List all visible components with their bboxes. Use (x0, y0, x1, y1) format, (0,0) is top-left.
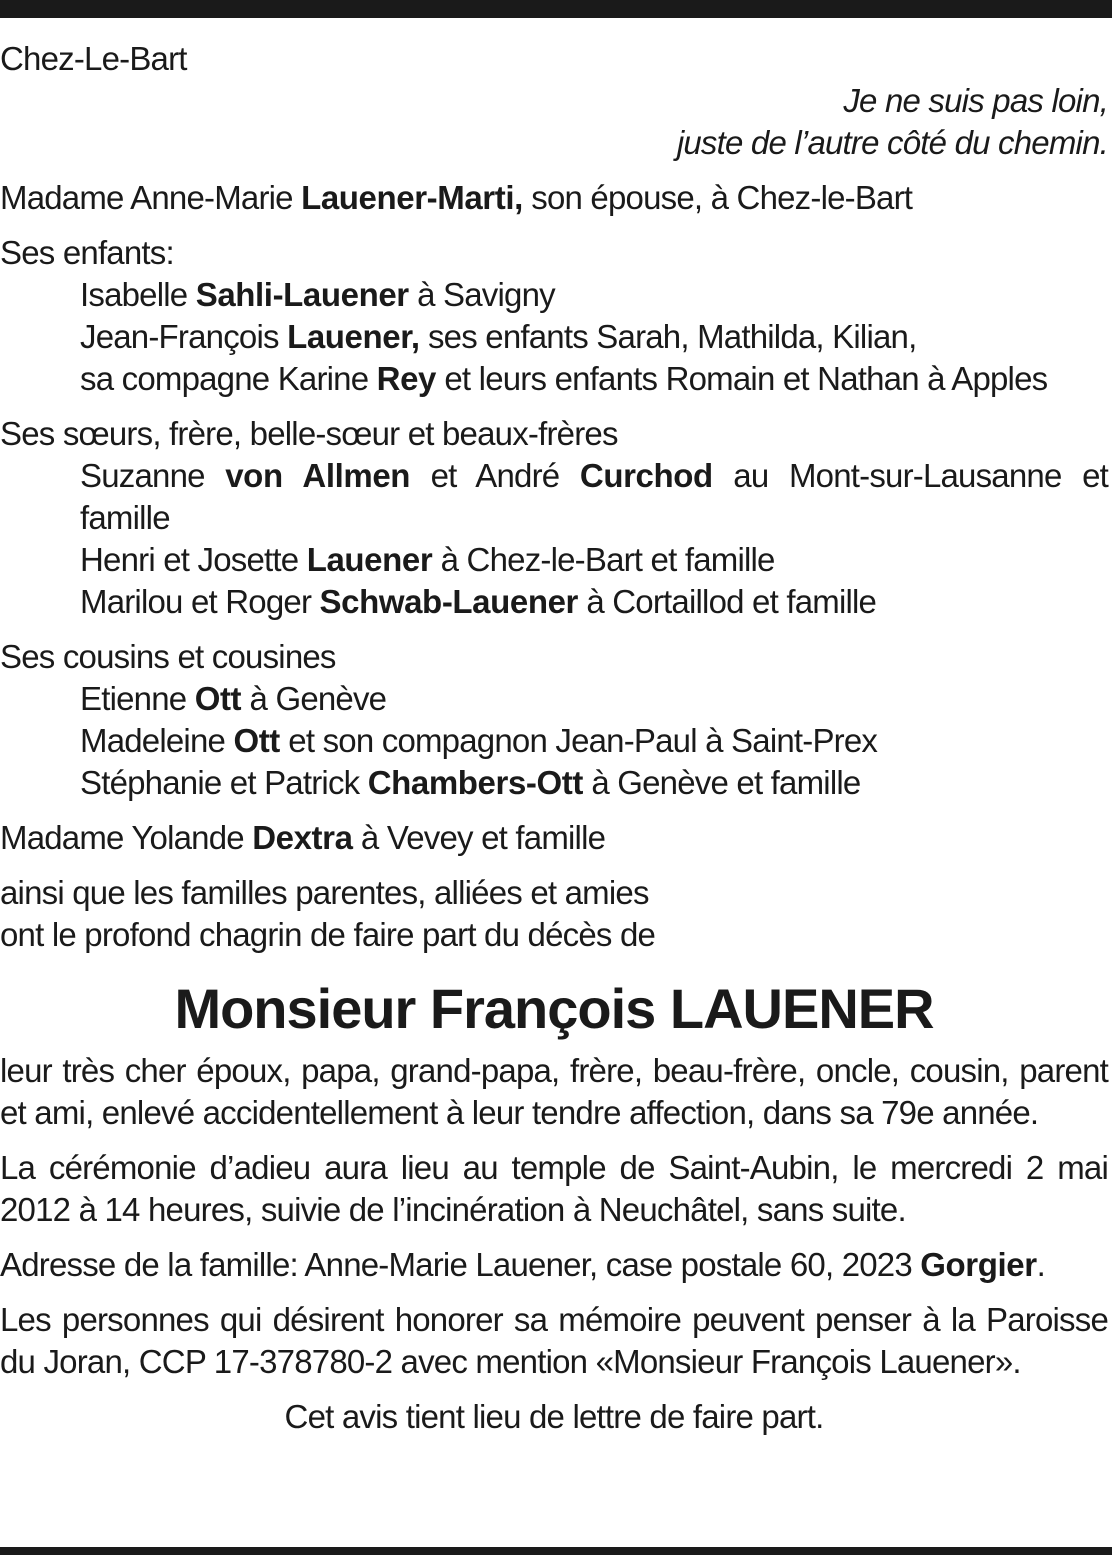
list-item (80, 539, 1108, 581)
bottom-rule (0, 1547, 1112, 1555)
siblings-heading: Ses sœurs, frère, belle-sœur et beaux-frères (0, 415, 618, 452)
epigraph (0, 80, 1108, 164)
item-text: à Genève et famille (582, 764, 861, 801)
spouse-text: son épouse, à Chez-le-Bart (522, 179, 913, 216)
deceased-name: Monsieur François LAUENER (174, 977, 934, 1040)
list-item (80, 455, 1108, 539)
item-text: Isabelle (80, 276, 196, 313)
spouse-text: Madame Anne-Marie (0, 179, 302, 216)
item-surname: Schwab-Lauener (319, 583, 578, 620)
item-text: ses enfants Sarah, Mathilda, Kilian, (419, 318, 917, 355)
address-text: Adresse de la famille: Anne-Marie Lauener, case postale 60, 2023 (0, 1246, 921, 1283)
family-address (0, 1244, 1108, 1286)
cousins-list (0, 678, 1108, 804)
list-item (80, 762, 1108, 804)
deceased-description: leur très cher époux, papa, grand-papa, frère, beau-frère, oncle, cousin, parent et ami, enlevé accidentellement à leur tendre affection, dans sa 79e année. (0, 1052, 1108, 1131)
top-rule (0, 0, 1112, 18)
address-town: Gorgier (920, 1246, 1037, 1283)
children-list (0, 274, 1108, 400)
item-text: et leurs enfants Romain et Nathan à Apples (436, 360, 1048, 397)
item-text: à Cortaillod et famille (577, 583, 877, 620)
children-heading: Ses enfants: (0, 234, 174, 271)
item-text: à Vevey et famille (352, 819, 606, 856)
item-text: et son compagnon Jean-Paul à Saint-Prex (279, 722, 878, 759)
item-text: à Chez-le-Bart et famille (432, 541, 775, 578)
item-surname: Ott (194, 680, 242, 717)
place-line: Chez-Le-Bart (0, 40, 187, 77)
spouse-surname: Lauener-Marti, (301, 179, 523, 216)
list-item (80, 720, 1108, 762)
list-item (80, 581, 1108, 623)
item-surname: Ott (233, 722, 280, 759)
announcement-line: ont le profond chagrin de faire part du décès de (0, 916, 656, 953)
item-surname: von Allmen (225, 457, 411, 494)
item-text: à Genève (241, 680, 387, 717)
item-text: au Mont-sur-Lausanne et famille (80, 457, 1108, 536)
item-surname: Curchod (579, 457, 713, 494)
item-text: Madame Yolande (0, 819, 253, 856)
item-surname: Dextra (252, 819, 353, 856)
item-surname: Lauener, (287, 318, 420, 355)
item-surname: Chambers-Ott (367, 764, 583, 801)
item-text: Jean-François (80, 318, 288, 355)
item-text: Stéphanie et Patrick (80, 764, 368, 801)
cousins-heading: Ses cousins et cousines (0, 638, 336, 675)
list-item (80, 316, 1108, 358)
announcement (0, 872, 1108, 956)
item-text: Henri et Josette (80, 541, 307, 578)
list-item (80, 678, 1108, 720)
epigraph-line: Je ne suis pas loin, (843, 82, 1108, 119)
item-surname: Lauener (306, 541, 433, 578)
siblings-list (0, 455, 1108, 623)
item-surname: Rey (376, 360, 437, 397)
item-text: à Savigny (408, 276, 555, 313)
closing-line: Cet avis tient lieu de lettre de faire part. (284, 1398, 824, 1435)
memorial-paragraph: Les personnes qui désirent honorer sa mémoire peuvent penser à la Paroisse du Joran, CCP 17-378780-2 avec mention «Monsieur François Lauener». (0, 1301, 1108, 1380)
epigraph-line: juste de l’autre côté du chemin. (676, 124, 1108, 161)
list-item (80, 274, 1108, 316)
other-relative-line (0, 817, 1108, 859)
list-item (80, 358, 1108, 400)
item-text: Etienne (80, 680, 195, 717)
item-text: Madeleine (80, 722, 234, 759)
item-text: Suzanne (80, 457, 226, 494)
item-text: Marilou et Roger (80, 583, 320, 620)
spouse-line (0, 177, 1108, 219)
item-surname: Sahli-Lauener (195, 276, 409, 313)
item-text: sa compagne Karine (80, 360, 377, 397)
notice-body (0, 38, 1108, 1438)
announcement-line: ainsi que les familles parentes, alliées et amies (0, 874, 649, 911)
address-text: . (1036, 1246, 1046, 1283)
ceremony-paragraph: La cérémonie d’adieu aura lieu au temple de Saint-Aubin, le mercredi 2 mai 2012 à 14 heures, suivie de l’incinération à Neuchâtel, sans suite. (0, 1149, 1108, 1228)
item-text: et André (410, 457, 580, 494)
